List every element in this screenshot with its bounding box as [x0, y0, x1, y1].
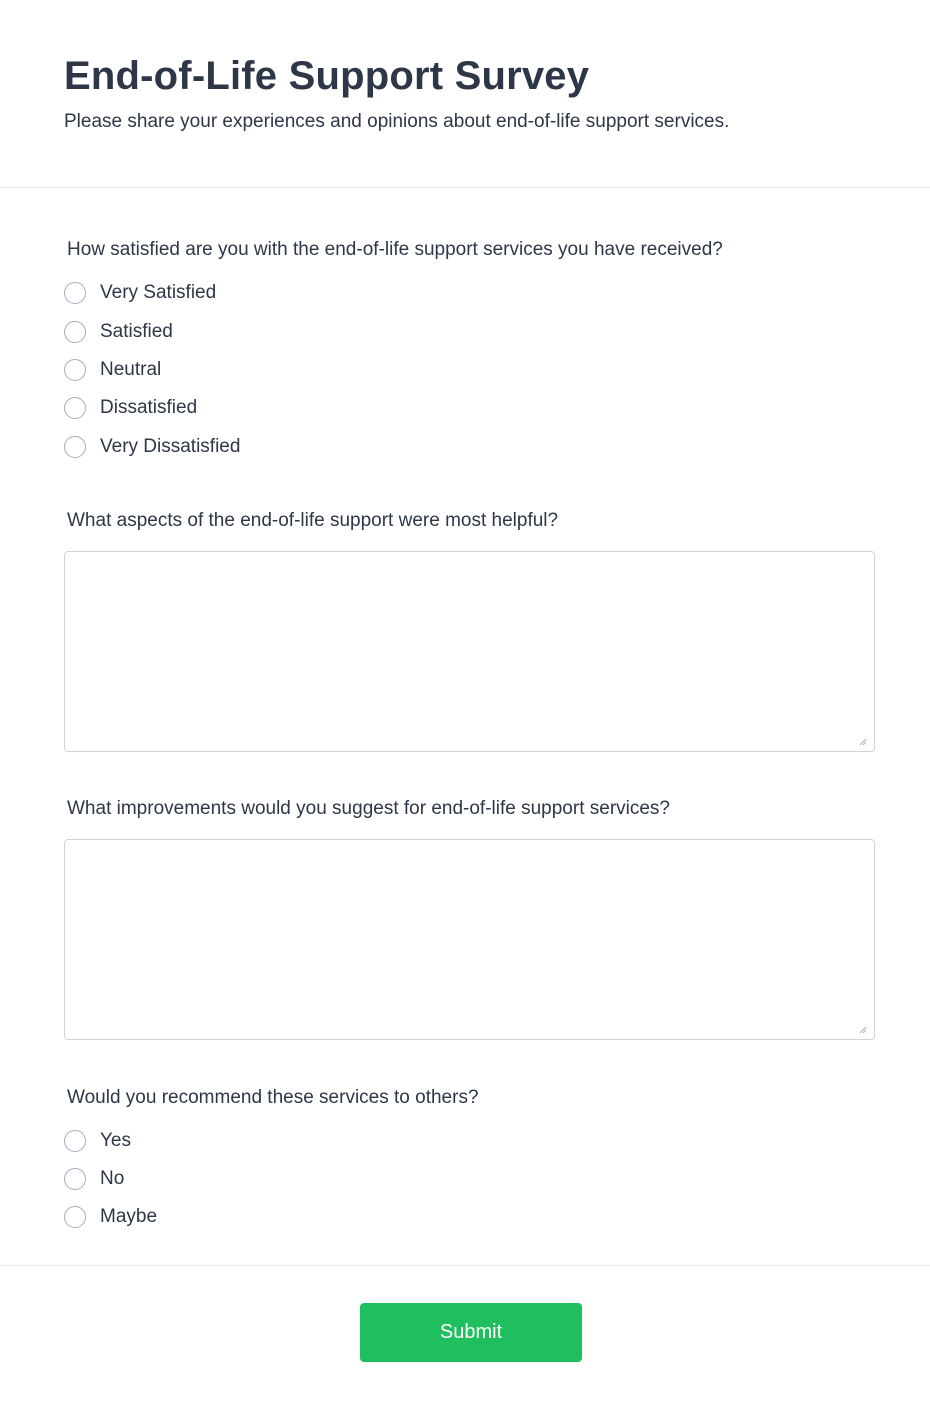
radio-label: Yes: [100, 1130, 131, 1151]
resize-grip-icon[interactable]: [859, 1026, 867, 1034]
satisfaction-question-label: How satisfied are you with the end-of-life support services you have received?: [67, 239, 723, 260]
radio-very-dissatisfied[interactable]: [64, 434, 240, 460]
radio-button[interactable]: [64, 1168, 86, 1190]
radio-label: Maybe: [100, 1206, 158, 1227]
form-footer: [0, 1266, 930, 1412]
resize-grip-icon[interactable]: [859, 738, 867, 746]
radio-label: Very Dissatisfied: [100, 436, 241, 457]
helpful-aspects-textarea[interactable]: [64, 551, 875, 752]
radio-yes[interactable]: [64, 1128, 131, 1154]
radio-satisfied[interactable]: [64, 319, 173, 345]
radio-button[interactable]: [64, 359, 86, 381]
radio-button[interactable]: [64, 436, 86, 458]
radio-label: Very Satisfied: [100, 282, 217, 303]
submit-button[interactable]: Submit: [360, 1303, 582, 1362]
recommend-question-label: Would you recommend these services to others?: [67, 1087, 479, 1108]
survey-form: [0, 188, 930, 1266]
radio-dissatisfied[interactable]: [64, 395, 197, 421]
radio-no[interactable]: [64, 1166, 124, 1192]
radio-button[interactable]: [64, 1130, 86, 1152]
radio-button[interactable]: [64, 282, 86, 304]
helpful-aspects-question-label: What aspects of the end-of-life support were most helpful?: [67, 510, 559, 531]
page-title: End-of-Life Support Survey: [64, 54, 590, 98]
improvements-textarea[interactable]: [64, 839, 875, 1040]
radio-maybe[interactable]: [64, 1204, 157, 1230]
radio-button[interactable]: [64, 321, 86, 343]
radio-button[interactable]: [64, 397, 86, 419]
radio-button[interactable]: [64, 1206, 86, 1228]
radio-label: Satisfied: [100, 321, 173, 342]
improvements-question-label: What improvements would you suggest for end-of-life support services?: [67, 798, 670, 819]
radio-very-satisfied[interactable]: [64, 280, 216, 306]
radio-label: No: [100, 1168, 125, 1189]
radio-label: Neutral: [100, 359, 162, 380]
survey-header: [0, 0, 930, 188]
radio-neutral[interactable]: [64, 357, 161, 383]
page-subtitle: Please share your experiences and opinions about end-of-life support services.: [64, 111, 730, 132]
radio-label: Dissatisfied: [100, 397, 198, 418]
